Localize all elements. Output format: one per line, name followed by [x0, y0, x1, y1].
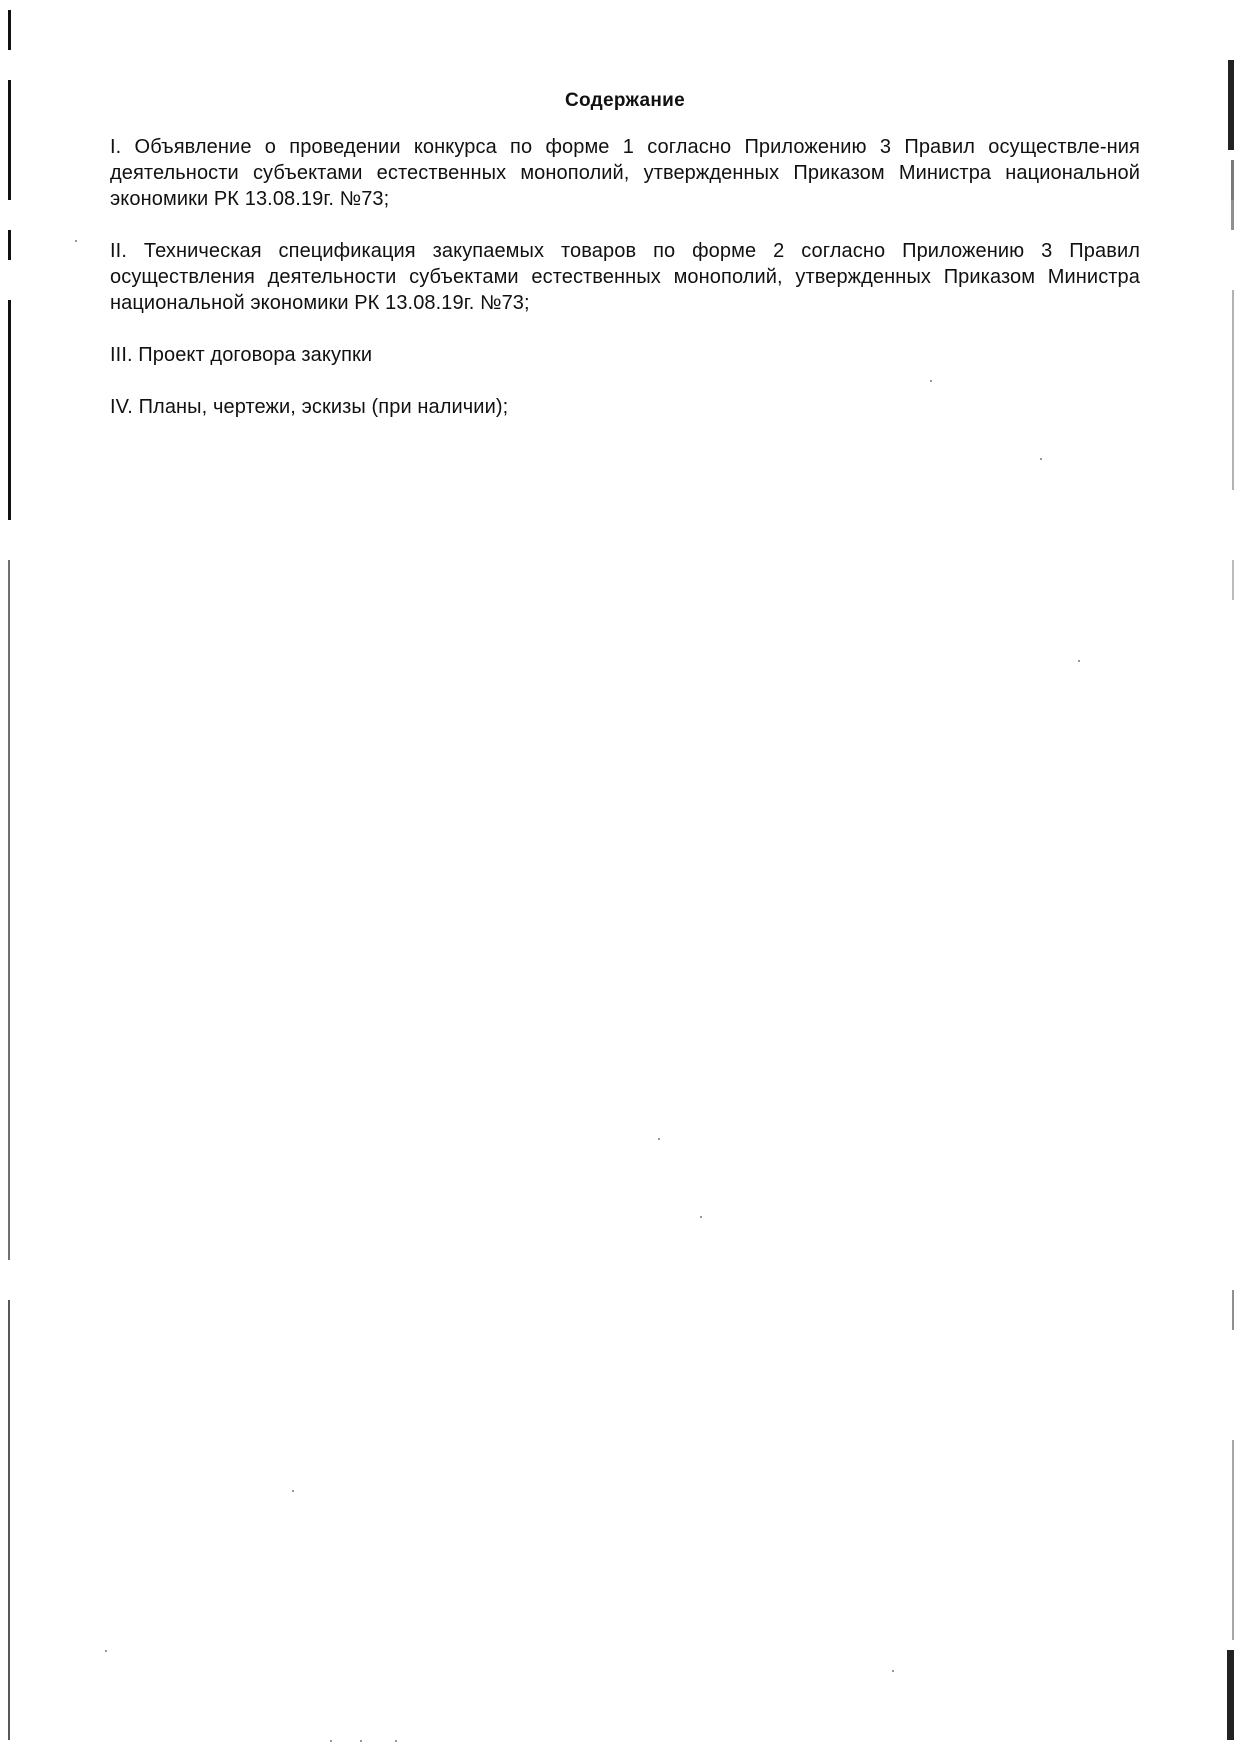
- scan-speck: [330, 1740, 332, 1742]
- scan-speck: [1078, 660, 1080, 662]
- toc-item-2: II. Техническая спецификация закупаемых товаров по форме 2 согласно Приложению 3 Правил осуществления деятельности субъектами естественных монополий, утвержденных Приказом Министра национальной экономики РК 13.08.19г. №73;: [110, 240, 1140, 314]
- toc-item-3: III. Проект договора закупки: [110, 344, 373, 366]
- scan-edge-right: [1222, 0, 1236, 1754]
- scan-speck: [892, 1670, 894, 1672]
- scan-speck: [1040, 458, 1042, 460]
- document-title: Содержание: [564, 90, 686, 111]
- document-body: [110, 90, 1140, 446]
- scan-speck: [658, 1138, 660, 1140]
- toc-item-1: I. Объявление о проведении конкурса по форме 1 согласно Приложению 3 Правил осуществле-ния деятельности субъектами естественных монополий, утвержденных Приказом Министра национальной экономики РК 13.08.19г. №73;: [110, 136, 1140, 210]
- scan-speck: [105, 1650, 107, 1652]
- scan-speck: [360, 1740, 362, 1742]
- toc-item-4: IV. Планы, чертежи, эскизы (при наличии);: [110, 396, 509, 418]
- scan-speck: [395, 1740, 397, 1742]
- scan-speck: [700, 1216, 702, 1218]
- scan-speck: [292, 1490, 294, 1492]
- scan-edge-left: [4, 0, 12, 1754]
- scan-speck: [75, 240, 77, 242]
